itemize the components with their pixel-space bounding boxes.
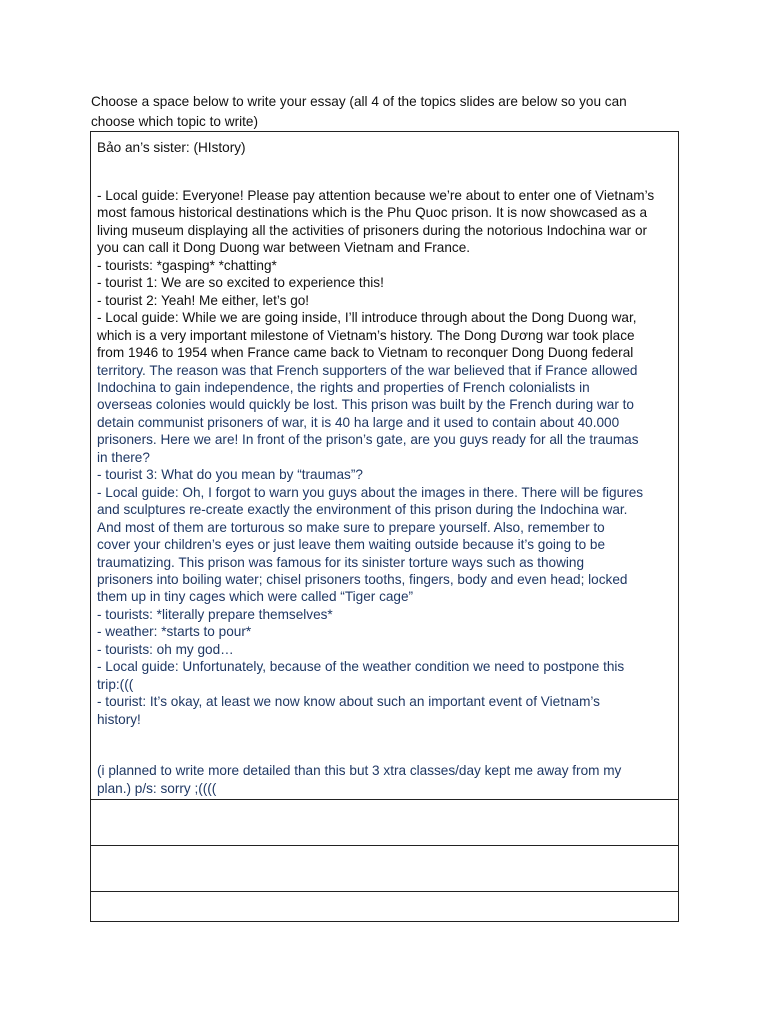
essay-line: And most of them are torturous so make sure to prepare yourself. Also, remember to bbox=[97, 519, 605, 535]
essay-line: - tourists: oh my god… bbox=[97, 641, 234, 657]
essay-note bbox=[97, 762, 672, 797]
essay-line: in there? bbox=[97, 449, 150, 465]
essay-line: - tourist: It’s okay, at least we now know about such an important event of Vietnam’s bbox=[97, 694, 600, 710]
essay-line: territory. The reason was that French supporters of the war believed that if France allowed bbox=[97, 362, 638, 378]
essay-line: - tourist 1: We are so excited to experience this! bbox=[97, 275, 384, 291]
essay-line: cover your children’s eyes or just leave them waiting outside because it’s going to be bbox=[97, 537, 606, 553]
essay-line: detain communist prisoners of war, it is 40 ha large and it used to contain about 40.000 bbox=[97, 414, 620, 430]
empty-row-1 bbox=[91, 800, 679, 846]
essay-line: from 1946 to 1954 when France came back to Vietnam to reconquer Dong Duong federal bbox=[97, 345, 634, 361]
essay-line: - Local guide: While we are going inside, I’ll introduce through about the Dong Duong war, bbox=[97, 310, 637, 326]
essay-line: most famous historical destinations which is the Phu Quoc prison. It is now showcased as a bbox=[97, 205, 648, 221]
essay-cell[interactable] bbox=[91, 132, 679, 800]
essay-line: - Local guide: Oh, I forgot to warn you guys about the images in there. There will be figures bbox=[97, 484, 644, 500]
empty-essay-cell-3[interactable] bbox=[91, 892, 679, 922]
empty-row-3 bbox=[91, 892, 679, 922]
essay-line: prisoners into boiling water; chisel prisoners tooths, fingers, body and even head; locked bbox=[97, 571, 628, 587]
essay-line: living museum displaying all the activities of prisoners during the notorious Indochina war or bbox=[97, 222, 648, 238]
essay-line: - Local guide: Everyone! Please pay attention because we’re about to enter one of Vietnam’s bbox=[97, 188, 655, 203]
essay-table bbox=[90, 131, 679, 922]
essay-line: and sculptures re-create exactly the environment of this prison during the Indochina war. bbox=[97, 502, 628, 518]
essay-line: - tourist 3: What do you mean by “traumas”? bbox=[97, 467, 363, 483]
essay-heading: Bảo an’s sister: (HIstory) bbox=[97, 140, 246, 155]
essay-line: history! bbox=[97, 711, 141, 727]
essay-line: Indochina to gain independence, the rights and properties of French colonialists in bbox=[97, 379, 590, 395]
empty-essay-cell-2[interactable] bbox=[91, 846, 679, 892]
empty-row-2 bbox=[91, 846, 679, 892]
essay-line: - Local guide: Unfortunately, because of the weather condition we need to postpone this bbox=[97, 659, 625, 675]
essay-line: overseas colonies would quickly be lost. This prison was built by the French during war to bbox=[97, 397, 634, 413]
essay-line: - tourists: *literally prepare themselves* bbox=[97, 606, 333, 622]
essay-note-line: (i planned to write more detailed than this but 3 xtra classes/day kept me away from my bbox=[97, 763, 622, 779]
instructions-line-2: choose which topic to write) bbox=[91, 114, 258, 129]
essay-line: - weather: *starts to pour* bbox=[97, 624, 252, 640]
instructions bbox=[91, 92, 681, 132]
empty-essay-cell-1[interactable] bbox=[91, 800, 679, 846]
essay-line: prisoners. Here we are! In front of the prison’s gate, are you guys ready for all the traumas bbox=[97, 432, 639, 448]
essay-line: - tourists: *gasping* *chatting* bbox=[97, 257, 277, 273]
essay-line: them up in tiny cages which were called “Tiger cage” bbox=[97, 589, 414, 605]
essay-note-line: plan.) p/s: sorry ;(((( bbox=[97, 780, 217, 796]
essay-line: trip:((( bbox=[97, 676, 134, 692]
essay-line: you can call it Dong Duong war between Vietnam and France. bbox=[97, 240, 471, 256]
essay-row bbox=[91, 132, 679, 800]
essay-body bbox=[97, 187, 672, 728]
instructions-line-1: Choose a space below to write your essay (all 4 of the topics slides are below so you can bbox=[91, 94, 627, 109]
essay-line: - tourist 2: Yeah! Me either, let’s go! bbox=[97, 292, 310, 308]
essay-line: traumatizing. This prison was famous for its sinister torture ways such as thowing bbox=[97, 554, 585, 570]
essay-line: which is a very important milestone of Vietnam’s history. The Dong Dương war took place bbox=[97, 327, 635, 343]
